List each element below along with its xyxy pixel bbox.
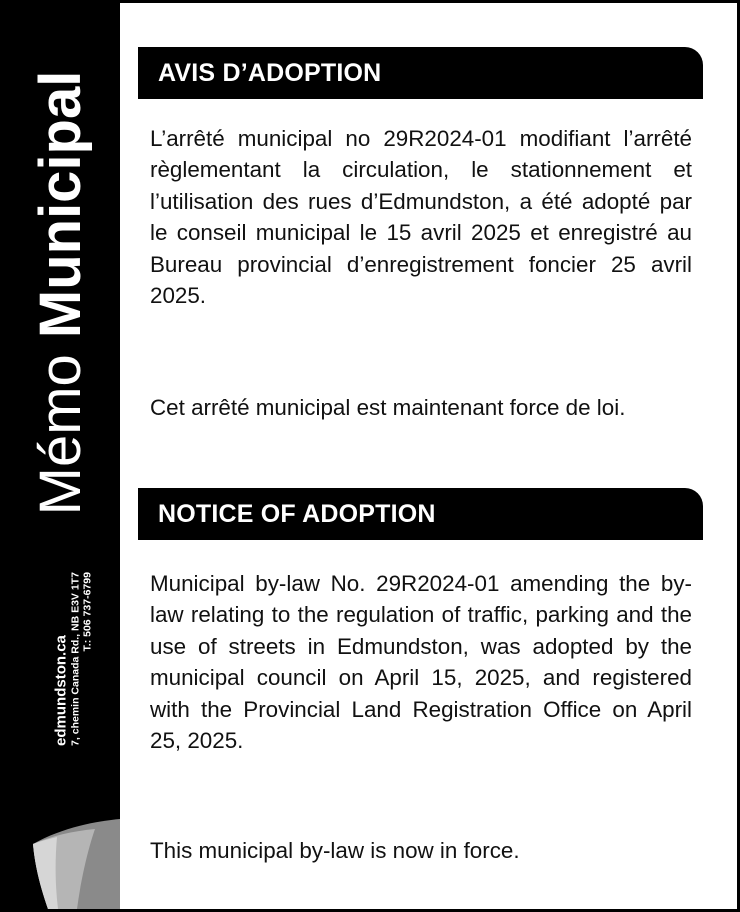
phone-text: T.: 506 737-6799 xyxy=(81,572,94,652)
memo-word: Mémo xyxy=(28,338,93,516)
french-heading: AVIS D’ADOPTION xyxy=(138,47,703,99)
website-text: edmundston.ca xyxy=(52,635,70,746)
memo-municipal-title xyxy=(28,70,93,516)
english-heading: NOTICE OF ADOPTION xyxy=(138,488,703,540)
sidebar xyxy=(3,3,120,909)
city-logo-icon xyxy=(3,789,120,909)
english-paragraph-2: This municipal by-law is now in force. xyxy=(150,838,520,863)
french-paragraph-1: L’arrêté municipal no 29R2024-01 modifiant l’arrêté règlementant la circulation, le stationnement et l’utilisation des rues d’Edmundston, a été adopté par le conseil municipal le 15 avril 2025 et enregistré au Bureau provincial d’enregistrement foncier 25 avril 2025. xyxy=(150,126,692,309)
contact-block xyxy=(52,572,93,746)
municipal-word: Municipal xyxy=(28,70,93,339)
french-paragraph-2: Cet arrêté municipal est maintenant force de loi. xyxy=(150,395,626,420)
address-text: 7, chemin Canada Rd., NB E3V 1T7 xyxy=(69,572,82,746)
english-paragraph-1: Municipal by-law No. 29R2024-01 amending the by-law relating to the regulation of traffic, parking and the use of streets in Edmundston, was adopted by the municipal council on April 15, 2025, and registered with the Provincial Land Registration Office on April 25, 2025. xyxy=(150,571,692,754)
